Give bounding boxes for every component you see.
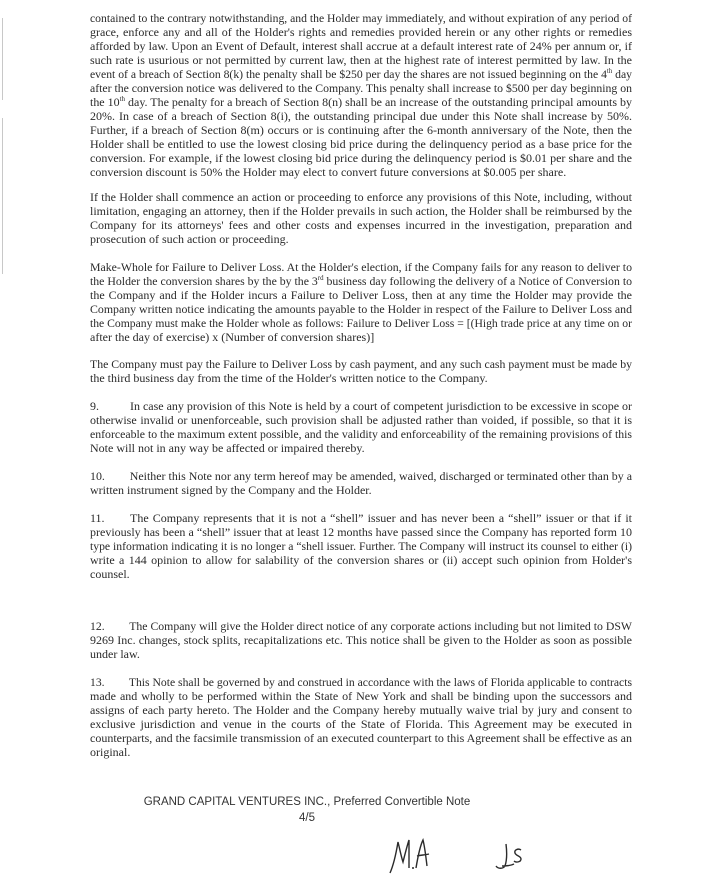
paragraph (90, 260, 632, 344)
text-line (90, 302, 632, 316)
text-line (90, 53, 632, 67)
text-line (90, 567, 632, 581)
text-line (90, 703, 632, 717)
text-segment: In case any provision of this Note is held by a court of competent jurisdiction to be excessive in scope or (129, 399, 632, 413)
text-line (90, 745, 632, 759)
section-12 (90, 619, 632, 661)
text-segment: conversion discount is 50% the Holder may elect to convert future conversions at $0.005 per share. (90, 165, 567, 179)
section-number: 11. (90, 511, 105, 525)
text-segment: The Company will give the Holder direct notice of any corporate actions including but not limited to DSW (129, 619, 632, 633)
text-segment: after the conversion notice was delivered to the Company. This penalty shall increase to $500 per day beginning on (90, 81, 632, 95)
text-segment: Note will not in any way be affected or impaired thereby. (90, 441, 365, 455)
text-segment: counterparts, and the facsimile transmission of an executed counterpart to this Agreement shall be effective as an (90, 731, 632, 745)
section-number: 13. (90, 675, 105, 689)
text-segment: enforceable to the maximum extent possible, and the validity and enforceability of the remaining provisions of this (90, 427, 632, 441)
text-segment: under law. (90, 647, 140, 661)
text-segment: the third business day from the time of the Holder's written notice to the Company. (90, 371, 488, 385)
text-line (90, 633, 632, 647)
text-line (90, 288, 632, 302)
text-segment: Make-Whole for Failure to Deliver Loss. At the Holder's election, if the Company fails for any reason to deliver to (90, 260, 632, 274)
text-line (90, 260, 632, 274)
text-segment: The Company represents that it is not a “shell” issuer and has never been a “shell” issuer or that if it (130, 511, 632, 525)
paragraph (90, 357, 632, 385)
text-segment: written instrument signed by the Company and the Holder. (90, 483, 372, 497)
text-segment: Company for its attorneys' fees and other costs and expenses incurred in the investigation, preparation and (90, 218, 632, 232)
ordinal-superscript: th (119, 95, 126, 103)
text-line (90, 717, 632, 731)
text-segment: original. (90, 745, 131, 759)
text-line (90, 441, 632, 455)
text-segment: the Company and if the Holder incurs a Failure to Deliver Loss, then at any time the Holder may provide the (90, 288, 632, 302)
text-segment: day (612, 67, 632, 81)
text-segment: after the day of exercise) x (Number of conversion shares)] (90, 330, 375, 344)
text-segment: day. The penalty for a breach of Section 8(n) shall be an increase of the outstanding principal amounts by (125, 95, 633, 109)
text-segment: such rate is usurious or not permitted by current law, then at the highest rate of interest permitted by law. In the (90, 53, 632, 67)
text-line (90, 81, 632, 95)
text-line (90, 647, 632, 661)
text-line (90, 204, 632, 218)
text-line (90, 371, 632, 385)
footer-title: GRAND CAPITAL VENTURES INC., Preferred Convertible Note (143, 796, 471, 808)
text-line (90, 316, 632, 330)
text-segment: prosecution of such action or proceeding. (90, 232, 289, 246)
text-segment: Company written notice indicating the amounts payable to the Holder in respect of the Failure to Deliver Loss and (90, 302, 632, 316)
text-segment: otherwise invalid or unenforceable, such provision shall be adjusted rather than voided, if possible, so that it is (90, 413, 632, 427)
text-segment: limitation, engaging an attorney, then if the Holder prevails in such action, the Holder shall be reimbursed by the (90, 204, 632, 218)
text-line (90, 95, 631, 109)
text-segment: type information indicating it is no longer a “shell issuer. Further. The Company will instruct its counsel to either (i) (90, 539, 632, 553)
text-segment: assigns of each party hereto. The Holder and the Company hereby mutually waive trial by jury and consent to (90, 703, 632, 717)
ordinal-superscript: rd (317, 274, 324, 282)
text-segment: 20%. In case of a breach of Section 8(i), the outstanding principal due under this Note shall increase by 50%. (90, 109, 632, 123)
text-line (90, 525, 632, 539)
text-segment: contained to the contrary notwithstanding, and the Holder may immediately, and without expiration of any period of (90, 11, 632, 25)
text-line (90, 39, 632, 53)
text-segment: Holder shall be entitled to use the lowest closing bid price during the delinquency period as a base price for the (90, 137, 632, 151)
text-line (90, 483, 632, 497)
text-segment: afforded by law. Upon an Event of Default, interest shall accrue at a default interest rate of 24% per annum or, if (90, 39, 632, 53)
section-number: 9. (90, 399, 99, 413)
section-11 (90, 511, 632, 581)
text-segment: counsel. (90, 567, 130, 581)
signature-initials-js (494, 842, 528, 872)
text-line (90, 413, 632, 427)
text-segment: event of a breach of Section 8(k) the penalty shall be $250 per day the shares are not issued beginning on the 4 (90, 67, 607, 81)
text-line (90, 553, 632, 567)
text-line (90, 511, 632, 525)
text-segment: previously has been a “shell” issuer that at least 12 months have passed since the Company has reported form 10 (90, 525, 632, 539)
text-line (90, 539, 632, 553)
text-line (90, 469, 632, 483)
section-9 (90, 399, 632, 455)
text-line (90, 67, 632, 81)
text-segment: 9269 Inc. changes, stock splits, recapitalizations etc. This notice shall be given to the Holder as soon as possible (90, 633, 632, 647)
text-line (90, 123, 632, 137)
text-segment: If the Holder shall commence an action or proceeding to enforce any provisions of this Note, including, without (90, 190, 632, 204)
text-line (90, 399, 631, 413)
text-segment: the Company must make the Holder whole as follows: Failure to Deliver Loss = [(High trade price at any time on or (90, 316, 632, 330)
document-body (90, 11, 632, 759)
text-line (90, 25, 632, 39)
text-line (90, 427, 632, 441)
paragraph (90, 11, 632, 179)
text-line (90, 330, 632, 344)
text-segment: the 10 (90, 95, 120, 109)
text-segment: exclusive jurisdiction and venue in the courts of the State of Florida. This Agreement may be executed in (90, 717, 632, 731)
text-line (90, 357, 632, 371)
page-number: 4/5 (299, 812, 315, 824)
text-line (90, 151, 632, 165)
ordinal-superscript: th (606, 67, 613, 75)
signature-initials-ma (388, 836, 438, 876)
text-line (90, 619, 632, 633)
text-line (90, 689, 632, 703)
section-10 (90, 469, 632, 497)
text-line (90, 274, 632, 288)
text-line (90, 11, 632, 25)
text-segment: write a 144 opinion to allow for salability of the conversion shares or (ii) accept such opinion from Holder's (90, 553, 632, 567)
text-segment: Further, if a breach of Section 8(m) occurs or is continuing after the 6-month anniversary of the Note, then the (90, 123, 632, 137)
text-segment: made and wholly to be performed within the State of New York and shall be binding upon the successors and (90, 689, 632, 703)
text-line (90, 731, 632, 745)
text-segment: The Company must pay the Failure to Deliver Loss by cash payment, and any such cash payment must be made by (90, 357, 632, 371)
text-line (90, 109, 632, 123)
text-line (90, 218, 632, 232)
section-13 (90, 675, 632, 759)
text-line (90, 165, 632, 179)
text-segment: This Note shall be governed by and construed in accordance with the laws of Florida applicable to contracts (128, 675, 633, 689)
text-segment: business day following the delivery of a Notice of Conversion to (323, 274, 632, 288)
text-segment: grace, enforce any and all of the Holder's rights and remedies provided herein or any other rights or remedies (90, 25, 632, 39)
text-segment: conversion. For example, if the lowest closing bid price during the delinquency period is $0.01 per share and the (90, 151, 632, 165)
text-line (90, 137, 632, 151)
text-line (90, 190, 632, 204)
text-line (90, 232, 632, 246)
margin-rule (2, 118, 3, 274)
text-segment: the Holder the conversion shares by the by the 3 (90, 274, 318, 288)
paragraph (90, 190, 632, 246)
section-number: 12. (90, 619, 105, 633)
text-line (90, 675, 633, 689)
section-number: 10. (90, 469, 105, 483)
margin-rule (2, 18, 3, 100)
text-segment: Neither this Note nor any term hereof may be amended, waived, discharged or terminated other than by a (129, 469, 632, 483)
